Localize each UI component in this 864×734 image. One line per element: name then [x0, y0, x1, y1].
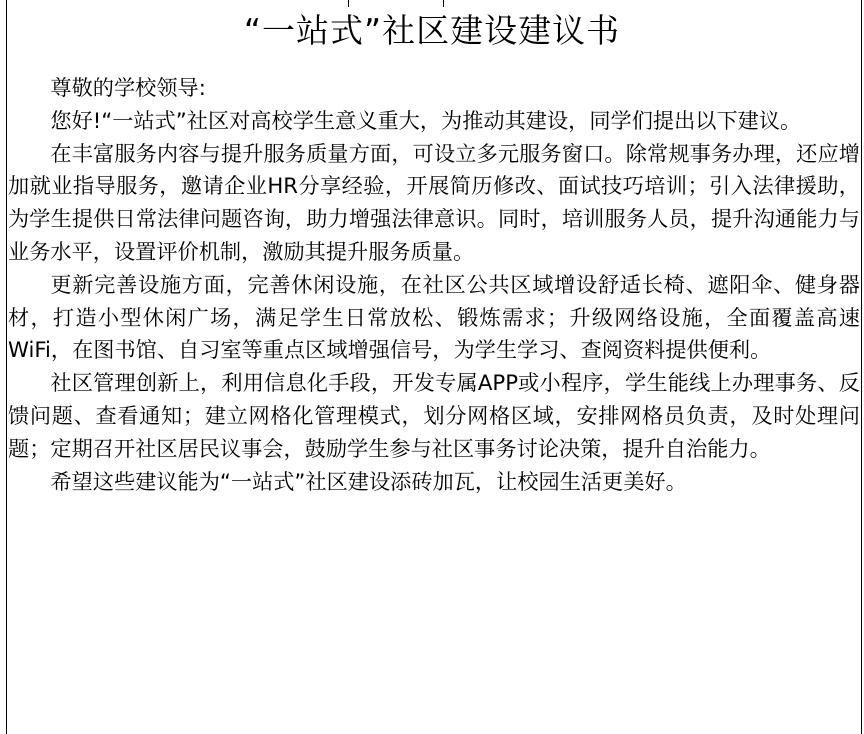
paragraph-closing: 希望这些建议能为“一站式”社区建设添砖加瓦，让校园生活更美好。: [50, 468, 687, 494]
salutation: 尊敬的学校领导:: [50, 75, 206, 100]
document-body: [8, 72, 860, 498]
paragraph-services: 在丰富服务内容与提升服务质量方面，可设立多元服务窗口。除常规事务办理，还应增加就业指导服务，邀请企业HR分享经验，开展简历修改、面试技巧培训；引入法律援助，为学生提供日常法律问题咨询，助力增强法律意识。同时，培训服务人员，提升沟通能力与业务水平，设置评价机制，激励其提升服务质量。: [8, 140, 860, 264]
paragraph-facilities: 更新完善设施方面，完善休闲设施，在社区公共区域增设舒适长椅、遮阳伞、健身器材，打造小型休闲广场，满足学生日常放松、锻炼需求；升级网络设施，全面覆盖高速WiFi，在图书馆、自习室等重点区域增强信号，为学生学习、查阅资料提供便利。: [8, 271, 860, 363]
document-title: “一站式”社区建设建议书: [243, 11, 621, 50]
paragraph-greeting: 您好!“一站式”社区对高校学生意义重大，为推动其建设，同学们提出以下建议。: [50, 107, 802, 133]
paragraph-management: 社区管理创新上，利用信息化手段，开发专属APP或小程序，学生能线上办理事务、反馈问题、查看通知；建立网格化管理模式，划分网格区域，安排网格员负责，及时处理问题；定期召开社区居民议事会，鼓励学生参与社区事务讨论决策，提升自治能力。: [8, 370, 860, 461]
